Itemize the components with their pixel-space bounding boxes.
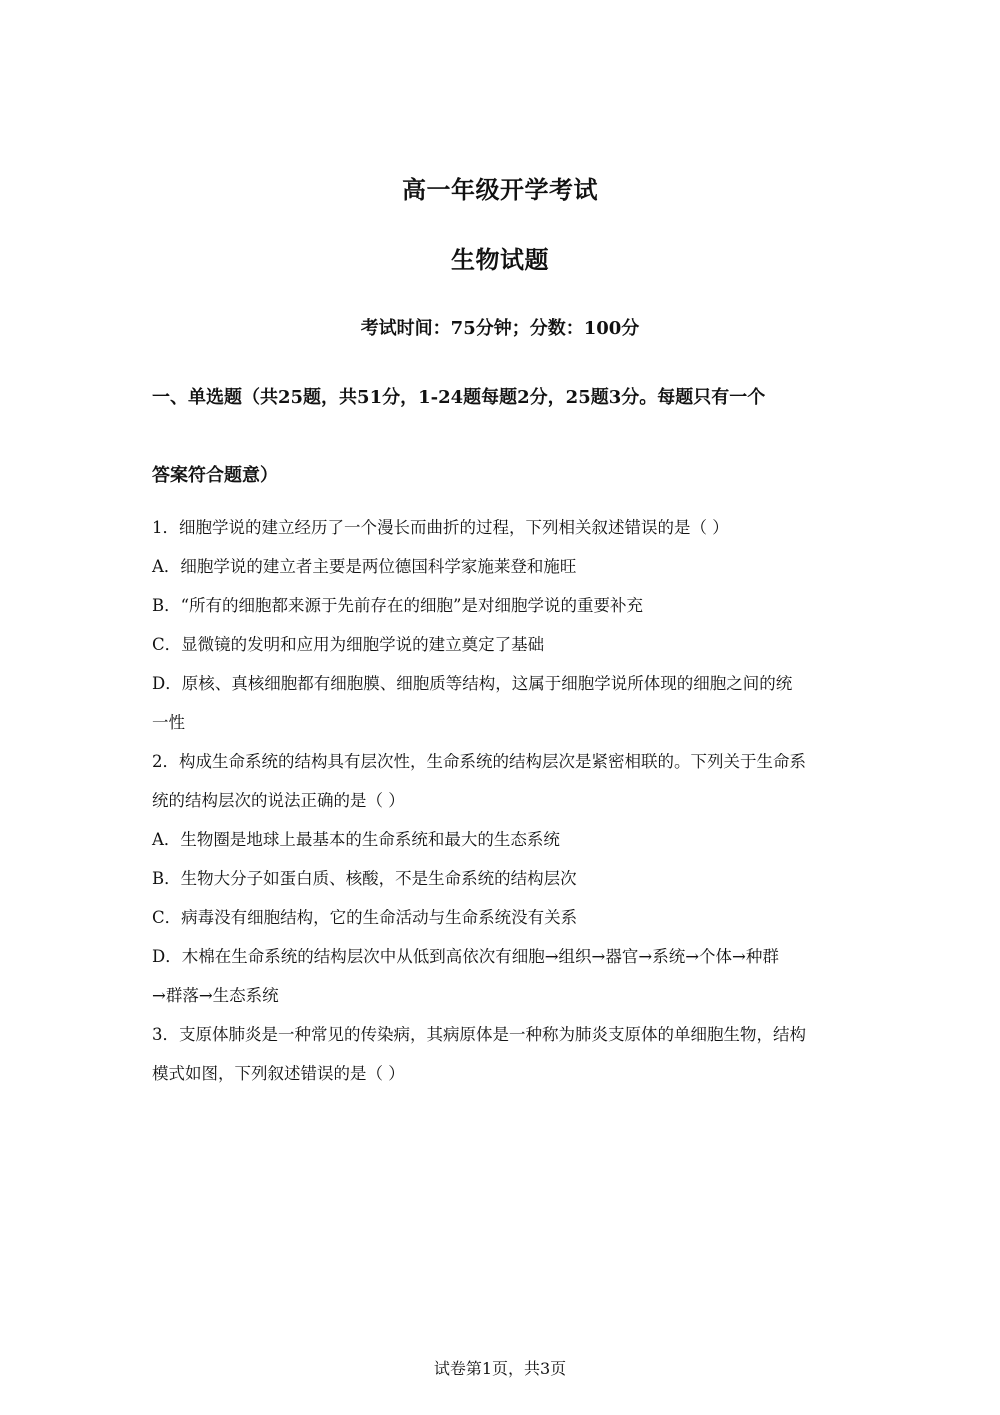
question-2-option-d-continued: →群落→生态系统 [152,986,279,1005]
question-3-stem: 3．支原体肺炎是一种常见的传染病，其病原体是一种称为肺炎支原体的单细胞生物，结构 [152,1025,806,1044]
question-1-stem: 1．细胞学说的建立经历了一个漫长而曲折的过程，下列相关叙述错误的是（ ） [152,518,729,537]
question-2-option-c: C．病毒没有细胞结构，它的生命活动与生命系统没有关系 [152,908,578,927]
question-1-option-b: B．“所有的细胞都来源于先前存在的细胞”是对细胞学说的重要补充 [152,596,643,615]
question-2-stem: 2．构成生命系统的结构具有层次性，生命系统的结构层次是紧密相联的。下列关于生命系 [152,752,806,771]
section-heading-line-1: 一、单选题（共25题，共51分，1-24题每题2分，25题3分。每题只有一个 [152,387,766,408]
question-2-option-a: A．生物圈是地球上最基本的生命系统和最大的生态系统 [152,830,560,849]
exam-title: 高一年级开学考试 [402,175,598,204]
exam-info: 考试时间：75分钟；分数：100分 [360,318,640,339]
section-heading-line-2: 答案符合题意） [152,465,278,486]
question-3-stem-continued: 模式如图，下列叙述错误的是（ ） [152,1064,405,1083]
question-2-option-d: D．木棉在生命系统的结构层次中从低到高依次有细胞→组织→器官→系统→个体→种群 [152,947,779,966]
question-1-option-a: A．细胞学说的建立者主要是两位德国科学家施莱登和施旺 [152,557,577,576]
question-content [152,513,852,1098]
page-footer: 试卷第1页，共3页 [433,1359,567,1378]
question-1-option-d-continued: 一性 [152,713,185,732]
question-1-option-c: C．显微镜的发明和应用为细胞学说的建立奠定了基础 [152,635,545,654]
question-2-stem-continued: 统的结构层次的说法正确的是（ ） [152,791,405,810]
subject-title: 生物试题 [451,245,549,274]
question-1-option-d: D．原核、真核细胞都有细胞膜、细胞质等结构，这属于细胞学说所体现的细胞之间的统 [152,674,793,693]
question-2-option-b: B．生物大分子如蛋白质、核酸，不是生命系统的结构层次 [152,869,577,888]
